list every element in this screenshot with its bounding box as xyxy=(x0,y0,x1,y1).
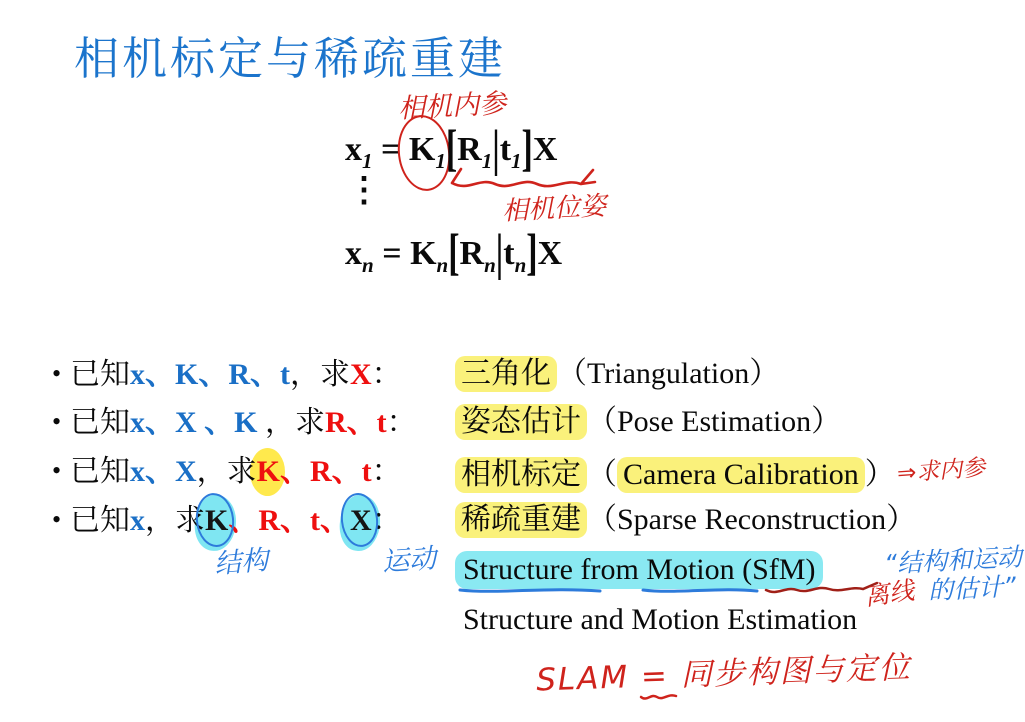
math-x: x xyxy=(345,235,362,272)
equals-sign: = xyxy=(372,131,409,168)
bullet-calibration-condition xyxy=(52,449,402,494)
bullet-pose-condition xyxy=(52,400,417,445)
unknown-vars: 、R、t、 xyxy=(228,504,350,537)
math-R: R xyxy=(459,235,485,272)
bullet-sparse-condition xyxy=(52,498,402,543)
right-bracket: ] xyxy=(521,121,533,177)
unknown-X-circled: X xyxy=(350,499,372,543)
page-title: 相机标定与稀疏重建 xyxy=(74,34,507,84)
term-triangulation-en: （Triangulation） xyxy=(557,357,780,390)
colon: ： xyxy=(371,504,402,537)
bullet-marker: • xyxy=(52,359,62,388)
given-vars: x、X 、K xyxy=(130,406,265,439)
math-sub: 1 xyxy=(511,148,522,173)
vertical-bar: | xyxy=(495,225,504,281)
unknown-vars: X xyxy=(350,358,372,391)
slam-squiggle xyxy=(638,690,680,702)
bullet-marker: • xyxy=(52,407,62,436)
given-vars: x xyxy=(130,504,145,537)
underline-motion xyxy=(640,584,760,596)
math-K: K xyxy=(408,131,436,168)
solve-label: ，求 xyxy=(196,455,257,488)
annotation-camera-pose: 相机位姿 xyxy=(501,191,607,227)
vertical-bar: | xyxy=(492,121,500,177)
math-sub: 1 xyxy=(435,148,446,173)
bullet-triangulation-condition xyxy=(52,352,402,397)
math-sub: n xyxy=(514,252,527,277)
bullet-pose-desc xyxy=(455,400,841,444)
left-bracket: [ xyxy=(448,225,460,281)
math-X: X xyxy=(537,235,563,272)
paren-open: （ xyxy=(587,458,617,491)
vertical-dots: ⋮ xyxy=(347,172,381,209)
colon: ： xyxy=(386,406,417,439)
bullet-calibration-desc xyxy=(455,449,985,497)
solve-label: ，求 xyxy=(145,504,205,537)
solve-label: ，求 xyxy=(290,358,350,391)
term-sparse-en: （Sparse Reconstruction） xyxy=(587,503,917,536)
bullet-sparse-desc xyxy=(455,498,916,542)
annotation-seek-intrinsics: ⇒求内参 xyxy=(895,454,986,488)
equals-sign: = xyxy=(373,235,411,272)
circled-K xyxy=(409,122,446,189)
math-K: K xyxy=(410,235,437,272)
term-calibration-cn: 相机标定 xyxy=(455,457,587,493)
term-pose-cn: 姿态估计 xyxy=(455,404,587,440)
math-sub: n xyxy=(484,252,496,277)
right-bracket: ] xyxy=(526,225,538,281)
annotation-offline: 离线 xyxy=(862,575,916,612)
math-sub: 1 xyxy=(362,148,373,173)
known-label: 已知 xyxy=(70,358,130,391)
colon: ： xyxy=(371,358,402,391)
term-pose-en: （Pose Estimation） xyxy=(587,405,842,438)
annotation-quote-line1: “结构和运动 xyxy=(883,542,1023,579)
given-vars: x、K、R、t xyxy=(130,358,290,391)
colon: ： xyxy=(371,455,402,488)
term-sparse-cn: 稀疏重建 xyxy=(455,502,587,538)
annotation-quote-line2: 的估计” xyxy=(927,571,1017,606)
bullet-triangulation-desc xyxy=(455,352,779,396)
term-calibration-en: Camera Calibration xyxy=(617,457,865,493)
annotation-structure: 结构 xyxy=(213,544,270,581)
math-t: t xyxy=(499,131,512,168)
math-X: X xyxy=(532,131,558,168)
unknown-K-highlighted: K xyxy=(257,450,280,494)
underline-structure xyxy=(457,584,603,596)
sfm-text: Structure from Motion (SfM) xyxy=(455,551,823,589)
unknown-vars: 、R、t xyxy=(280,455,372,488)
bullet-marker: • xyxy=(52,505,62,534)
annotation-slam: SLAM = 同步构图与定位 xyxy=(535,649,913,699)
math-R: R xyxy=(457,131,482,168)
math-sub: 1 xyxy=(481,148,493,173)
unknown-K-circled: K xyxy=(205,499,228,543)
known-label: 已知 xyxy=(70,455,130,488)
term-triangulation-cn: 三角化 xyxy=(455,356,557,392)
known-label: 已知 xyxy=(70,406,130,439)
bullet-marker: • xyxy=(52,456,62,485)
math-sub: n xyxy=(362,252,374,277)
math-x: x xyxy=(345,131,362,168)
paren-close: ） xyxy=(864,458,895,491)
given-vars: x、X xyxy=(130,455,197,488)
known-label: 已知 xyxy=(70,504,130,537)
math-sub: n xyxy=(436,252,449,277)
formula-2 xyxy=(345,226,562,293)
solve-label: ，求 xyxy=(265,406,325,439)
left-bracket: [ xyxy=(445,121,458,177)
math-t: t xyxy=(503,235,515,272)
annotation-motion: 运动 xyxy=(381,543,438,578)
unknown-vars: R、t xyxy=(325,406,387,439)
sme-line: Structure and Motion Estimation xyxy=(463,603,858,636)
annotation-camera-intrinsics: 相机内参 xyxy=(397,88,507,125)
